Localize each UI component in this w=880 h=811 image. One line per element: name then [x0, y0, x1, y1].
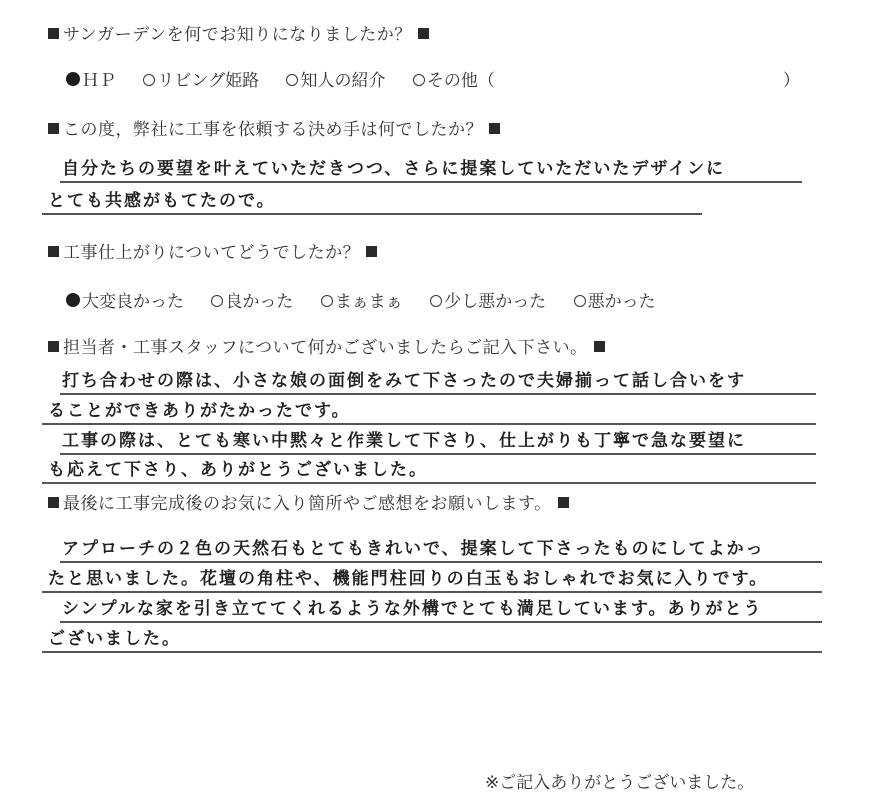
- underline-rule: [60, 561, 822, 563]
- thank-you-note: ※ご記入ありがとうございました。: [485, 773, 755, 793]
- underline-rule: [60, 181, 802, 183]
- square-bullet-icon: [48, 246, 59, 257]
- option-bad[interactable]: 悪かった: [574, 287, 656, 312]
- option-acquaintance[interactable]: 知人の紹介: [286, 66, 385, 91]
- question-staff-feedback: [48, 333, 605, 358]
- question-deciding-factor: [48, 115, 500, 140]
- question-text: サンガーデンを何でお知りになりましたか？: [63, 25, 412, 45]
- underline-rule: [42, 482, 816, 484]
- answer-line: とても共感がもてたので。: [48, 191, 276, 211]
- option-slightly-bad[interactable]: 少し悪かった: [430, 287, 546, 312]
- radio-empty-icon: [211, 295, 223, 307]
- option-good[interactable]: 良かった: [211, 287, 293, 312]
- answer-line: シンプルな家を引き立ててくれるような外構でとても満足しています。ありがとう: [62, 599, 763, 619]
- option-very-good[interactable]: 大変良かった: [66, 287, 184, 312]
- radio-selected-icon: [66, 72, 80, 86]
- option-living-himeji[interactable]: リビング姫路: [143, 66, 259, 91]
- underline-rule: [42, 423, 816, 425]
- square-bullet-icon: [418, 28, 429, 39]
- radio-empty-icon: [321, 295, 333, 307]
- answer-line: 自分たちの要望を叶えていただきつつ、さらに提案していただいたデザインに: [62, 159, 726, 179]
- question-text: 最後に工事完成後のお気に入り箇所やご感想をお願いします。: [63, 494, 552, 514]
- square-bullet-icon: [489, 123, 500, 134]
- radio-empty-icon: [413, 74, 425, 86]
- answer-line: も応えて下さり、ありがとうございました。: [48, 460, 428, 480]
- square-bullet-icon: [48, 497, 59, 508]
- question-how-found: [48, 20, 429, 45]
- square-bullet-icon: [594, 341, 605, 352]
- other-close-paren: ）: [783, 71, 800, 91]
- question-favorite-spots: [48, 489, 569, 514]
- option-so-so[interactable]: まぁまぁ: [321, 287, 403, 312]
- options-finish-quality: [66, 287, 678, 312]
- answer-line: アプローチの２色の天然石もとてもきれいで、提案して下さったものにしてよかっ: [62, 539, 765, 559]
- square-bullet-icon: [48, 341, 59, 352]
- question-finish-quality: [48, 238, 377, 263]
- underline-rule: [60, 621, 822, 623]
- answer-line: ございました。: [48, 629, 181, 649]
- underline-rule: [42, 651, 822, 653]
- radio-empty-icon: [143, 74, 155, 86]
- underline-rule: [42, 213, 702, 215]
- square-bullet-icon: [558, 497, 569, 508]
- radio-selected-icon: [66, 293, 80, 307]
- square-bullet-icon: [366, 246, 377, 257]
- underline-rule: [60, 393, 816, 395]
- question-text: この度，弊社に工事を依頼する決め手は何でしたか？: [63, 120, 483, 140]
- answer-line: たと思いました。花壇の角柱や、機能門柱回りの白玉もおしゃれでお気に入りです。: [48, 569, 769, 589]
- answer-line: ることができありがたかったです。: [48, 401, 351, 421]
- option-other[interactable]: その他（: [413, 66, 495, 91]
- answer-line: 打ち合わせの際は、小さな娘の面倒をみて下さったので夫婦揃って話し合いをす: [62, 371, 746, 391]
- square-bullet-icon: [48, 123, 59, 134]
- square-bullet-icon: [48, 28, 59, 39]
- option-hp[interactable]: ＨＰ: [66, 66, 116, 91]
- answer-line: 工事の際は、とても寒い中黙々と作業して下さり、仕上がりも丁寧で急な要望に: [62, 431, 746, 451]
- options-how-found: [66, 66, 517, 91]
- underline-rule: [60, 453, 816, 455]
- radio-empty-icon: [286, 74, 298, 86]
- underline-rule: [42, 591, 822, 593]
- question-text: 工事仕上がりについてどうでしたか？: [63, 243, 361, 263]
- radio-empty-icon: [574, 295, 586, 307]
- radio-empty-icon: [430, 295, 442, 307]
- question-text: 担当者・工事スタッフについて何かございましたらご記入下さい。: [63, 338, 588, 358]
